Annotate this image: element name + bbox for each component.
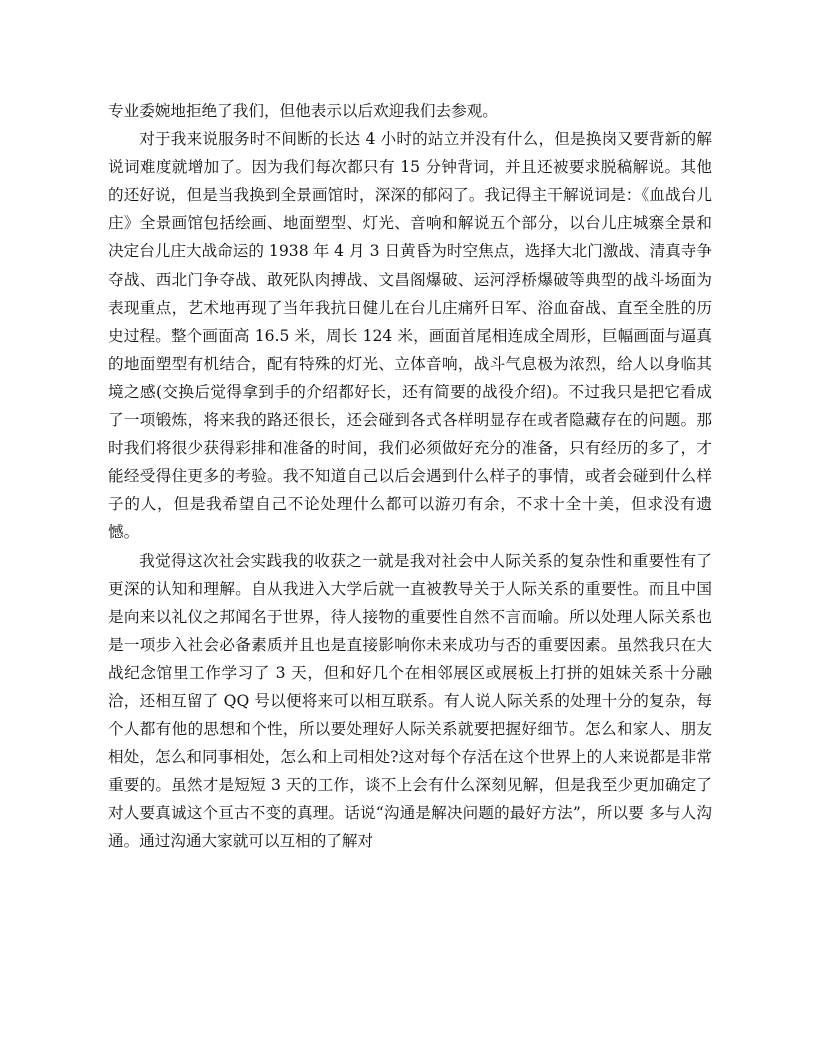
document-body	[108, 97, 712, 856]
paragraph-1: 专业委婉地拒绝了我们，但他表示以后欢迎我们去参观。	[108, 102, 498, 120]
paragraph-3: 我觉得这次社会实践我的收获之一就是我对社会中人际关系的复杂性和重要性有了更深的认知和理解。自从我进入大学后就一直被教导关于人际关系的重要性。而且中国是向来以礼仪之邦闻名于世界，待人接物的重要性自然不言而喻。所以处理人际关系也是一项步入社会必备素质并且也是直接影响你未来成功与否的重要因素。虽然我只在大战纪念馆里工作学习了 3 天，但和好几个在相邻展区或展板上打拼的姐妹关系十分融洽，还相互留了 QQ 号以便将来可以相互联系。有人说人际关系的处理十分的复杂，每个人都有他的思想和个性，所以要处理好人际关系就要把握好细节。怎么和家人、朋友相处，怎么和同事相处，怎么和上司相处?这对每个存活在这个世界上的人来说都是非常重要的。虽然才是短短 3 天的工作，谈不上会有什么深刻见解，但是我至少更加确定了对人要真诚这个亘古不变的真理。话说“沟通是解决问题的最好方法”，所以要 多与人沟通。通过沟通大家就可以互相的了解对	[108, 551, 712, 851]
paragraph-2: 对于我来说服务时不间断的长达 4 小时的站立并没有什么，但是换岗又要背新的解说词难度就增加了。因为我们每次都只有 15 分钟背词，并且还被要求脱稿解说。其他的还好说，但是当我换到全景画馆时，深深的郁闷了。我记得主干解说词是：《血战台儿庄》全景画馆包括绘画、地面塑型、灯光、音响和解说五个部分，以台儿庄城寨全景和决定台儿庄大战命运的 1938 年 4 月 3 日黄昏为时空焦点，选择大北门激战、清真寺争夺战、西北门争夺战、敢死队肉搏战、文昌阁爆破、运河浮桥爆破等典型的战斗场面为表现重点，艺术地再现了当年我抗日健儿在台儿庄痛歼日军、浴血奋战、直至全胜的历史过程。整个画面高 16.5 米，周长 124 米，画面首尾相连成全周形，巨幅画面与逼真的地面塑型有机结合，配有特殊的灯光、立体音响，战斗气息极为浓烈，给人以身临其境之感(交换后觉得拿到手的介绍都好长，还有简要的战役介绍)。不过我只是把它看成了一项锻炼，将来我的路还很长，还会碰到各式各样明显存在或者隐藏存在的问题。那时我们将很少获得彩排和准备的时间，我们必须做好充分的准备，只有经历的多了，才能经受得住更多的考验。我不知道自己以后会遇到什么样子的事情，或者会碰到什么样子的人，但是我希望自己不论处理什么都可以游刃有余，不求十全十美，但求没有遗憾。	[108, 130, 712, 542]
